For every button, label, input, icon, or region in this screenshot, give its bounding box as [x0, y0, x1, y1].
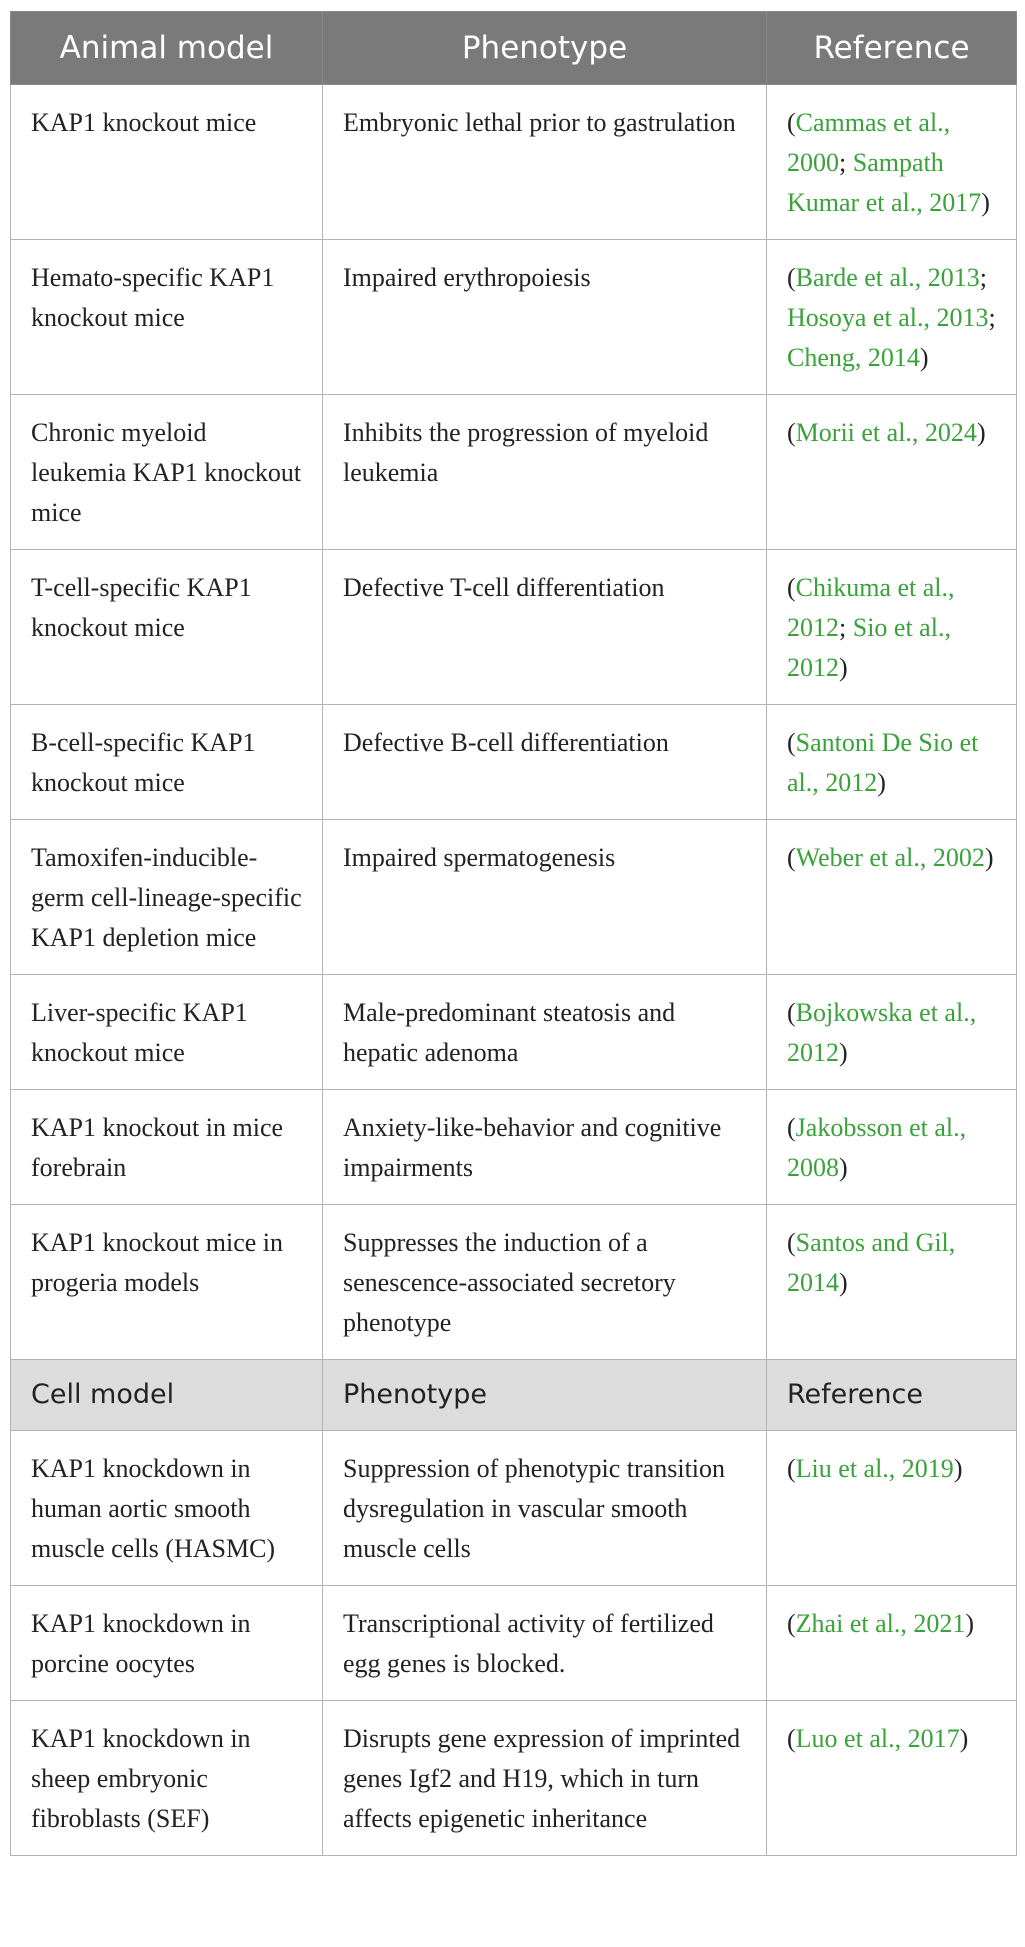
table-row: [11, 240, 1017, 395]
table-row: [11, 1701, 1017, 1856]
model-cell: KAP1 knockdown in human aortic smooth muscle cells (HASMC): [11, 1431, 323, 1586]
citation-link[interactable]: Bojkowska et al., 2012: [787, 998, 977, 1067]
reference-cell: [767, 1586, 1017, 1701]
table-row: [11, 1586, 1017, 1701]
table-row: [11, 85, 1017, 240]
citation-punctuation: (: [787, 1724, 796, 1753]
table-row: [11, 1205, 1017, 1360]
citation-punctuation: ): [965, 1609, 975, 1638]
citation-punctuation: ): [959, 1724, 969, 1753]
phenotype-cell: Impaired erythropoiesis: [323, 240, 767, 395]
model-cell: B-cell-specific KAP1 knockout mice: [11, 705, 323, 820]
citation-punctuation: (: [787, 418, 796, 447]
table-row: [11, 975, 1017, 1090]
model-cell: Tamoxifen-inducible-germ cell-lineage-specific KAP1 depletion mice: [11, 820, 323, 975]
header-reference: Reference: [767, 12, 1017, 85]
animal-model-rows: [11, 85, 1017, 1360]
citation-punctuation: ;: [988, 303, 996, 332]
citation-link[interactable]: Santoni De Sio et al., 2012: [787, 728, 979, 797]
citation-punctuation: (: [787, 843, 796, 872]
phenotype-cell: Impaired spermatogenesis: [323, 820, 767, 975]
citation-punctuation: ): [953, 1454, 963, 1483]
model-cell: KAP1 knockdown in porcine oocytes: [11, 1586, 323, 1701]
reference-cell: [767, 1701, 1017, 1856]
model-cell: Hemato-specific KAP1 knockout mice: [11, 240, 323, 395]
table-row: [11, 1431, 1017, 1586]
model-cell: KAP1 knockout in mice forebrain: [11, 1090, 323, 1205]
citation-punctuation: ): [839, 653, 848, 682]
reference-cell: [767, 395, 1017, 550]
citation-punctuation: (: [787, 573, 796, 602]
citation-punctuation: (: [787, 1609, 796, 1638]
citation-link[interactable]: Cheng, 2014: [787, 343, 920, 372]
model-cell: KAP1 knockdown in sheep embryonic fibroblasts (SEF): [11, 1701, 323, 1856]
citation-link[interactable]: Zhai et al., 2021: [795, 1609, 966, 1638]
section-reference: Reference: [767, 1360, 1017, 1431]
reference-cell: [767, 1090, 1017, 1205]
reference-cell: [767, 1431, 1017, 1586]
phenotype-cell: Disrupts gene expression of imprinted genes Igf2 and H19, which in turn affects epigenetic inheritance: [323, 1701, 767, 1856]
citation-punctuation: ;: [839, 613, 853, 642]
section-phenotype: Phenotype: [323, 1360, 767, 1431]
citation-punctuation: (: [787, 728, 796, 757]
citation-link[interactable]: Jakobsson et al., 2008: [787, 1113, 967, 1182]
citation-link[interactable]: Weber et al., 2002: [795, 843, 985, 872]
phenotype-cell: Suppresses the induction of a senescence-associated secretory phenotype: [323, 1205, 767, 1360]
citation-punctuation: ): [839, 1153, 848, 1182]
phenotype-cell: Inhibits the progression of myeloid leukemia: [323, 395, 767, 550]
citation-punctuation: (: [787, 1228, 796, 1257]
citation-link[interactable]: Sio et al., 2012: [787, 613, 951, 682]
table-row: [11, 705, 1017, 820]
citation-link[interactable]: Hosoya et al., 2013: [787, 303, 989, 332]
phenotype-cell: Male-predominant steatosis and hepatic adenoma: [323, 975, 767, 1090]
table-row: [11, 550, 1017, 705]
section-cell-model: Cell model: [11, 1360, 323, 1431]
citation-link[interactable]: Cammas et al., 2000: [787, 108, 951, 177]
table-row: [11, 395, 1017, 550]
phenotype-cell: Embryonic lethal prior to gastrulation: [323, 85, 767, 240]
reference-cell: [767, 975, 1017, 1090]
kap1-models-table: [10, 11, 1017, 1856]
model-cell: KAP1 knockout mice: [11, 85, 323, 240]
citation-punctuation: ): [984, 843, 994, 872]
phenotype-cell: Suppression of phenotypic transition dysregulation in vascular smooth muscle cells: [323, 1431, 767, 1586]
citation-punctuation: ;: [979, 263, 988, 292]
citation-link[interactable]: Morii et al., 2024: [795, 418, 977, 447]
model-cell: Chronic myeloid leukemia KAP1 knockout mice: [11, 395, 323, 550]
reference-cell: [767, 550, 1017, 705]
reference-cell: [767, 240, 1017, 395]
citation-punctuation: (: [787, 108, 796, 137]
phenotype-cell: Anxiety-like-behavior and cognitive impairments: [323, 1090, 767, 1205]
phenotype-cell: Defective B-cell differentiation: [323, 705, 767, 820]
citation-punctuation: ): [981, 188, 990, 217]
phenotype-cell: Defective T-cell differentiation: [323, 550, 767, 705]
citation-punctuation: ): [976, 418, 986, 447]
citation-punctuation: ): [839, 1268, 848, 1297]
reference-cell: [767, 820, 1017, 975]
citation-punctuation: (: [787, 263, 796, 292]
citation-link[interactable]: Sampath Kumar et al., 2017: [787, 148, 982, 217]
citation-link[interactable]: Liu et al., 2019: [795, 1454, 954, 1483]
model-cell: KAP1 knockout mice in progeria models: [11, 1205, 323, 1360]
citation-punctuation: ;: [839, 148, 853, 177]
model-cell: T-cell-specific KAP1 knockout mice: [11, 550, 323, 705]
cell-model-section: [11, 1360, 1017, 1431]
citation-punctuation: ): [877, 768, 886, 797]
citation-link[interactable]: Luo et al., 2017: [795, 1724, 960, 1753]
citation-link[interactable]: Barde et al., 2013: [795, 263, 980, 292]
phenotype-cell: Transcriptional activity of fertilized egg genes is blocked.: [323, 1586, 767, 1701]
table-row: [11, 820, 1017, 975]
table-row: [11, 1090, 1017, 1205]
citation-link[interactable]: Santos and Gil, 2014: [787, 1228, 956, 1297]
cell-model-rows: [11, 1431, 1017, 1856]
citation-punctuation: (: [787, 998, 796, 1027]
reference-cell: [767, 705, 1017, 820]
model-cell: Liver-specific KAP1 knockout mice: [11, 975, 323, 1090]
header-animal-model: Animal model: [11, 12, 323, 85]
citation-link[interactable]: Chikuma et al., 2012: [787, 573, 955, 642]
header-phenotype: Phenotype: [323, 12, 767, 85]
reference-cell: [767, 85, 1017, 240]
section-header-row: [11, 1360, 1017, 1431]
citation-punctuation: ): [919, 343, 929, 372]
table-header-row: [11, 12, 1017, 85]
citation-punctuation: (: [787, 1454, 796, 1483]
reference-cell: [767, 1205, 1017, 1360]
citation-punctuation: (: [787, 1113, 796, 1142]
citation-punctuation: ): [839, 1038, 848, 1067]
